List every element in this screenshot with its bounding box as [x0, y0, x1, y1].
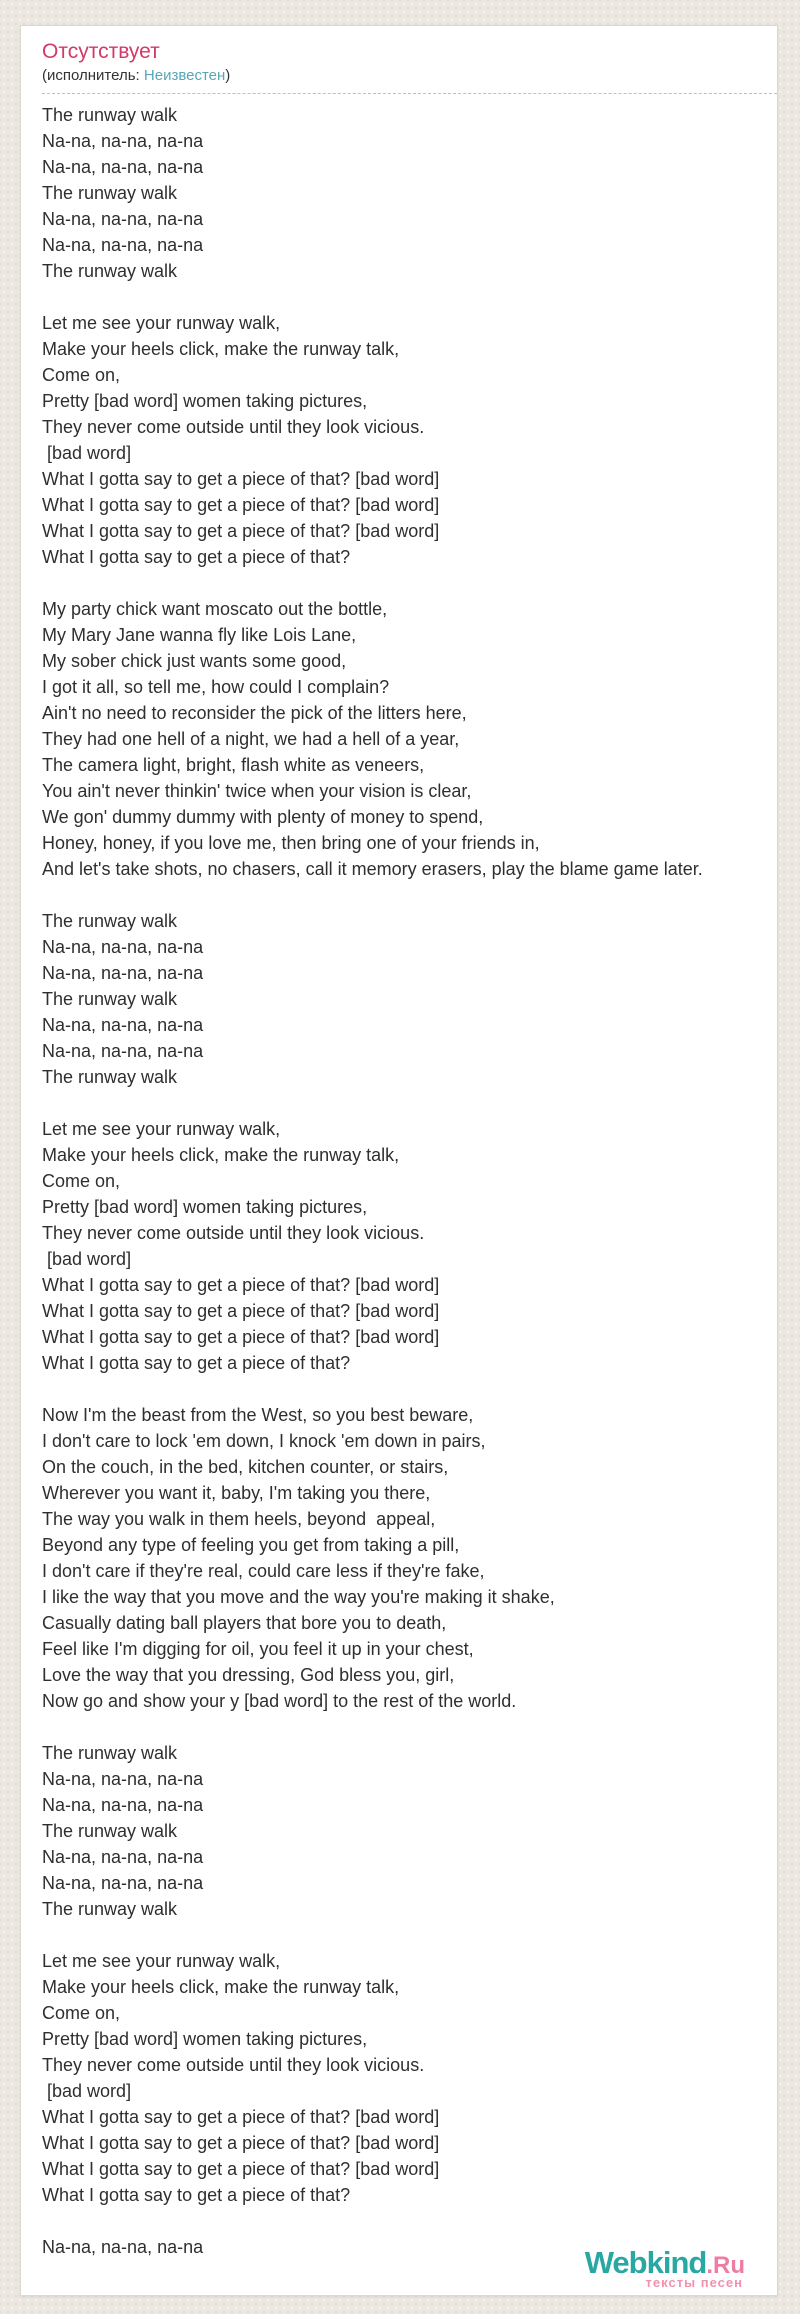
lyric-line: What I gotta say to get a piece of that? [bad word] — [42, 469, 440, 489]
lyric-line: Honey, honey, if you love me, then bring one of your friends in, — [42, 833, 540, 853]
lyric-line — [42, 1090, 777, 1116]
lyric-line — [42, 1376, 777, 1402]
lyric-line: The runway walk — [42, 1067, 178, 1087]
webkind-logo[interactable] — [585, 2247, 745, 2289]
lyric-line: Love the way that you dressing, God bless you, girl, — [42, 1665, 455, 1685]
lyric-line: I got it all, so tell me, how could I complain? — [42, 677, 390, 697]
lyric-line: Na-na, na-na, na-na — [42, 963, 204, 983]
lyric-line: What I gotta say to get a piece of that? [bad word] — [42, 1301, 440, 1321]
lyric-line: Na-na, na-na, na-na — [42, 157, 204, 177]
lyric-line: The runway walk — [42, 911, 178, 931]
lyric-line: Wherever you want it, baby, I'm taking you there, — [42, 1483, 431, 1503]
lyric-line: What I gotta say to get a piece of that? — [42, 2185, 351, 2205]
lyric-line: You ain't never thinkin' twice when your vision is clear, — [42, 781, 472, 801]
lyric-line: What I gotta say to get a piece of that? [bad word] — [42, 2133, 440, 2153]
lyric-line: The runway walk — [42, 183, 178, 203]
lyric-line: The camera light, bright, flash white as veneers, — [42, 755, 425, 775]
lyric-line: The way you walk in them heels, beyond appeal, — [42, 1509, 436, 1529]
lyric-line — [42, 284, 777, 310]
lyric-line: The runway walk — [42, 1899, 178, 1919]
lyric-line: What I gotta say to get a piece of that? [bad word] — [42, 2159, 440, 2179]
lyric-line: Make your heels click, make the runway talk, — [42, 339, 400, 359]
artist-close-paren: ) — [225, 67, 231, 84]
lyric-line: What I gotta say to get a piece of that? [bad word] — [42, 1327, 440, 1347]
lyric-line: And let's take shots, no chasers, call it memory erasers, play the blame game later. — [42, 859, 703, 879]
lyric-line: Na-na, na-na, na-na — [42, 131, 204, 151]
lyric-line — [42, 1714, 777, 1740]
lyric-line: Let me see your runway walk, — [42, 1119, 281, 1139]
lyric-line: What I gotta say to get a piece of that? — [42, 547, 351, 567]
lyric-line — [42, 882, 777, 908]
lyric-line: The runway walk — [42, 1821, 178, 1841]
lyric-line: I don't care if they're real, could care less if they're fake, — [42, 1561, 485, 1581]
lyric-line: Na-na, na-na, na-na — [42, 1041, 204, 1061]
lyric-line — [42, 1922, 777, 1948]
song-title: Отсутствует — [42, 40, 160, 63]
lyric-line: My party chick want moscato out the bottle, — [42, 599, 388, 619]
lyric-line: I like the way that you move and the way you're making it shake, — [42, 1587, 555, 1607]
lyric-line: Na-na, na-na, na-na — [42, 1769, 204, 1789]
lyric-line: Na-na, na-na, na-na — [42, 1015, 204, 1035]
lyric-line: My sober chick just wants some good, — [42, 651, 347, 671]
artist-line — [42, 66, 777, 86]
lyric-line: What I gotta say to get a piece of that? [bad word] — [42, 2107, 440, 2127]
artist-link[interactable]: Неизвестен — [143, 67, 226, 84]
lyric-line: Na-na, na-na, na-na — [42, 209, 204, 229]
lyric-line — [42, 2208, 777, 2234]
lyric-line: What I gotta say to get a piece of that? [bad word] — [42, 495, 440, 515]
lyric-line — [42, 570, 777, 596]
lyric-line: Na-na, na-na, na-na — [42, 1873, 204, 1893]
lyric-line: Now go and show your y [bad word] to the rest of the world. — [42, 1691, 517, 1711]
lyric-line: What I gotta say to get a piece of that? — [42, 1353, 351, 1373]
artist-label: (исполнитель: — [42, 67, 140, 84]
lyrics-panel — [20, 25, 778, 2296]
lyric-line: The runway walk — [42, 261, 178, 281]
lyric-line: Pretty [bad word] women taking pictures, — [42, 1197, 368, 1217]
lyric-line: What I gotta say to get a piece of that? [bad word] — [42, 521, 440, 541]
lyric-line: On the couch, in the bed, kitchen counter, or stairs, — [42, 1457, 449, 1477]
lyric-line: They never come outside until they look vicious. — [42, 2055, 425, 2075]
lyric-line: Make your heels click, make the runway talk, — [42, 1977, 400, 1997]
lyric-line: They had one hell of a night, we had a hell of a year, — [42, 729, 460, 749]
logo-wordmark — [585, 2247, 745, 2278]
lyric-line: The runway walk — [42, 1743, 178, 1763]
lyric-line: Feel like I'm digging for oil, you feel it up in your chest, — [42, 1639, 474, 1659]
lyric-line: Beyond any type of feeling you get from taking a pill, — [42, 1535, 460, 1555]
lyric-line: My Mary Jane wanna fly like Lois Lane, — [42, 625, 357, 645]
logo-tagline: тексты песен — [645, 2275, 743, 2290]
lyric-line: Now I'm the beast from the West, so you best beware, — [42, 1405, 474, 1425]
lyrics-text — [42, 102, 777, 2260]
lyric-line: What I gotta say to get a piece of that? [bad word] — [42, 1275, 440, 1295]
lyric-line: Na-na, na-na, na-na — [42, 1795, 204, 1815]
logo-ru-text: .Ru — [706, 2252, 745, 2279]
lyric-line: We gon' dummy dummy with plenty of money to spend, — [42, 807, 484, 827]
lyric-line: They never come outside until they look vicious. — [42, 417, 425, 437]
lyric-line: Pretty [bad word] women taking pictures, — [42, 391, 368, 411]
lyric-line: The runway walk — [42, 989, 178, 1009]
lyric-line: [bad word] — [42, 443, 132, 463]
lyric-line: The runway walk — [42, 105, 178, 125]
lyric-line: [bad word] — [42, 2081, 132, 2101]
lyric-line: Na-na, na-na, na-na — [42, 235, 204, 255]
lyric-line: Come on, — [42, 2003, 121, 2023]
lyric-line: Ain't no need to reconsider the pick of the litters here, — [42, 703, 467, 723]
lyric-line: Casually dating ball players that bore you to death, — [42, 1613, 447, 1633]
logo-webkind-text: Webkind — [584, 2245, 707, 2280]
lyric-line: They never come outside until they look vicious. — [42, 1223, 425, 1243]
lyric-line: Na-na, na-na, na-na — [42, 2237, 204, 2257]
lyric-line: Let me see your runway walk, — [42, 313, 281, 333]
lyric-line: I don't care to lock 'em down, I knock 'em down in pairs, — [42, 1431, 486, 1451]
song-header — [42, 40, 777, 94]
lyric-line: Come on, — [42, 1171, 121, 1191]
lyric-line: Come on, — [42, 365, 121, 385]
lyric-line: Na-na, na-na, na-na — [42, 937, 204, 957]
lyric-line: Pretty [bad word] women taking pictures, — [42, 2029, 368, 2049]
lyric-line: Na-na, na-na, na-na — [42, 1847, 204, 1867]
lyric-line: [bad word] — [42, 1249, 132, 1269]
lyric-line: Make your heels click, make the runway talk, — [42, 1145, 400, 1165]
lyric-line: Let me see your runway walk, — [42, 1951, 281, 1971]
